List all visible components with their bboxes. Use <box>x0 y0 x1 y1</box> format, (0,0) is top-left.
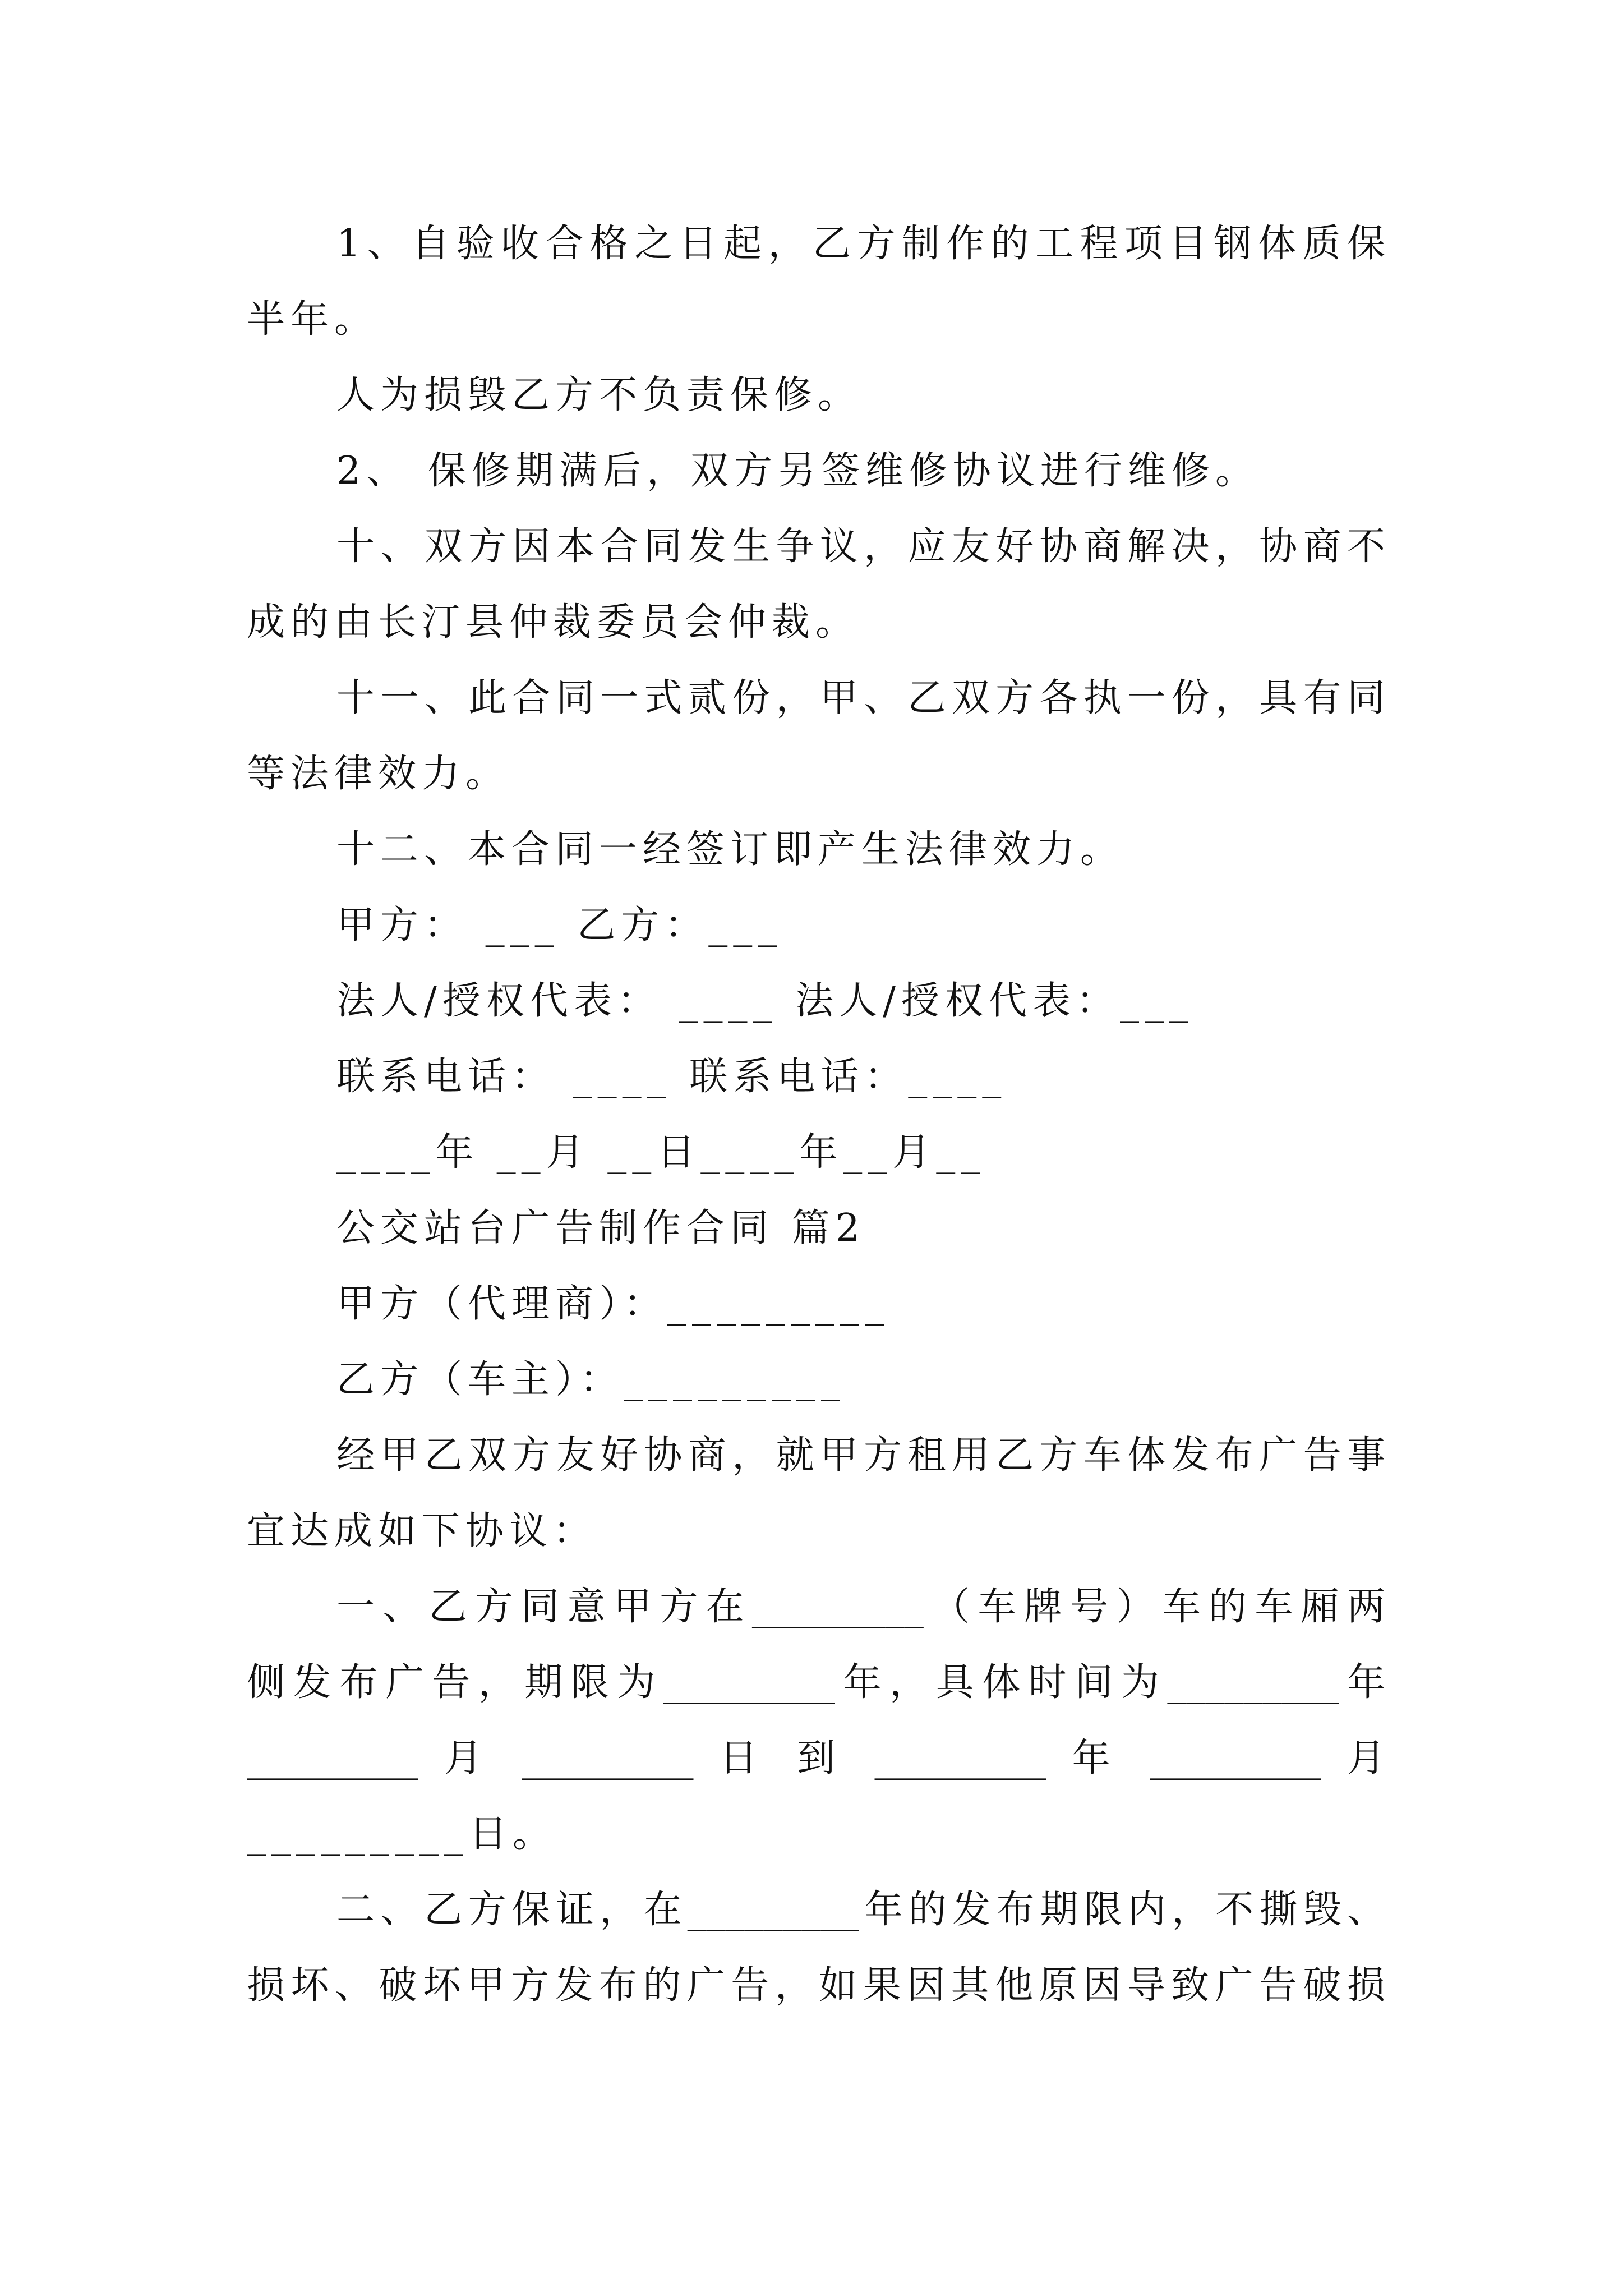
paragraph-line: 1、自验收合格之日起，乙方制作的工程项目钢体质保 <box>336 222 1385 266</box>
paragraph-line: 十、双方因本合同发生争议，应友好协商解决，协商不 <box>336 524 1385 569</box>
party-b-line: 乙方（车主）：_________ <box>336 1358 846 1402</box>
paragraph-line: 半年。 <box>247 297 379 342</box>
paragraph-line: 成的由长汀县仲裁委员会仲裁。 <box>247 600 860 645</box>
paragraph-line: _________ 月 _________ 日 到 _________ 年 _________ 月 <box>247 1736 1385 1780</box>
paragraph-line: 十二、本合同一经签订即产生法律效力。 <box>336 827 1124 872</box>
paragraph-line: 损坏、破坏甲方发布的广告，如果因其他原因导致广告破损 <box>247 1963 1385 2008</box>
paragraph-line: 十一、此合同一式贰份，甲、乙双方各执一份，具有同 <box>336 676 1385 720</box>
paragraph-line: 人为损毁乙方不负责保修。 <box>336 373 862 417</box>
paragraph-line: 一、乙方同意甲方在_________（车牌号）车的车厢两 <box>336 1585 1385 1629</box>
signature-line-phone: 联系电话： ____ 联系电话：____ <box>336 1055 1007 1099</box>
paragraph-line: 二、乙方保证，在_________年的发布期限内，不撕毁、 <box>336 1888 1385 1932</box>
section-title: 公交站台广告制作合同 篇2 <box>336 1206 865 1250</box>
paragraph-line: 宜达成如下协议： <box>247 1509 597 1553</box>
signature-line-party: 甲方： ___ 乙方：___ <box>336 903 783 947</box>
signature-line-representative: 法人/授权代表： ____ 法人/授权代表：___ <box>336 979 1195 1023</box>
paragraph-line: 经甲乙双方友好协商，就甲方租用乙方车体发布广告事 <box>336 1433 1385 1478</box>
party-a-line: 甲方（代理商）：_________ <box>336 1282 890 1326</box>
paragraph-line: 等法律效力。 <box>247 752 510 796</box>
paragraph-line: 2、 保修期满后，双方另签维修协议进行维修。 <box>336 449 1259 493</box>
signature-line-date: ____年 __月 __日____年__月__ <box>336 1130 986 1175</box>
paragraph-line: _________日。 <box>247 1812 557 1856</box>
paragraph-line: 侧发布广告，期限为_________年，具体时间为_________年 <box>247 1660 1385 1705</box>
